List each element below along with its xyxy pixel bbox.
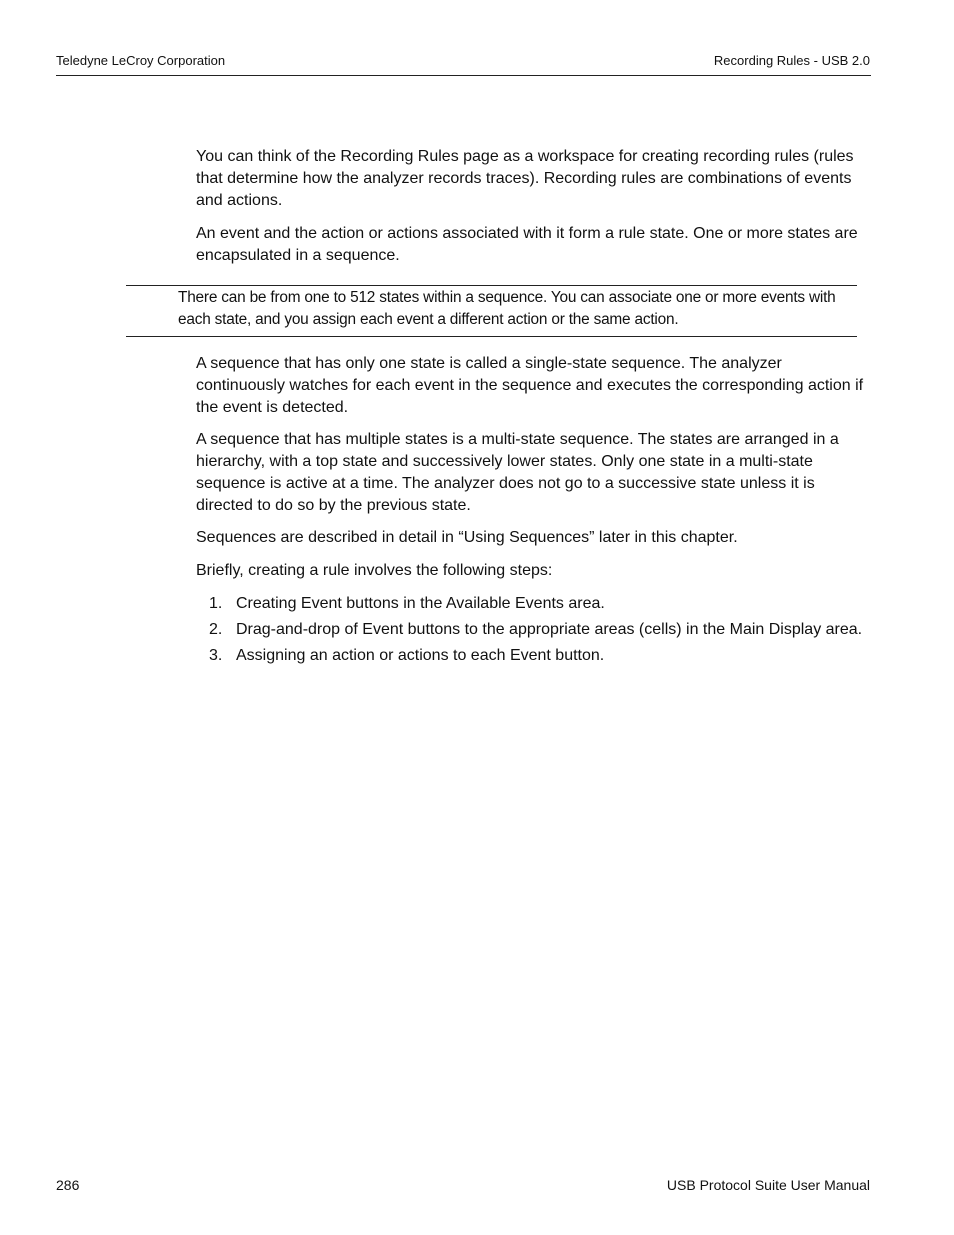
- paragraph-single-state: A sequence that has only one state is called a single-state sequence. The analyzer continuously watches for each event in the sequence and executes the corresponding action if the event is detected.: [196, 355, 864, 416]
- steps-list: [196, 593, 872, 671]
- paragraph-rule-state: An event and the action or actions associated with it form a rule state. One or more states are encapsulated in a sequence.: [196, 225, 858, 264]
- paragraph-sequences-reference: Sequences are described in detail in “Using Sequences” later in this chapter.: [196, 529, 738, 546]
- manual-title: USB Protocol Suite User Manual: [666, 1177, 870, 1193]
- step-number: 1.: [209, 595, 223, 612]
- step-text: Drag-and-drop of Event buttons to the appropriate areas (cells) in the Main Display area.: [236, 621, 863, 638]
- step-number: 3.: [209, 647, 223, 664]
- list-item: [196, 593, 872, 615]
- list-item: [196, 619, 872, 641]
- step-text: Creating Event buttons in the Available Events area.: [236, 595, 605, 612]
- note-text: There can be from one to 512 states within a sequence. You can associate one or more events with each state, and you assign each event a different action or the same action.: [178, 289, 836, 328]
- paragraph-workspace: You can think of the Recording Rules page as a workspace for creating recording rules (rules that determine how the analyzer records traces). Recording rules are combinations of events and actions.: [196, 148, 854, 209]
- note-box: [126, 285, 857, 337]
- paragraph-multi-state: A sequence that has multiple states is a multi-state sequence. The states are arranged in a hierarchy, with a top state and successively lower states. Only one state in a multi-state sequence is active at a time. The analyzer does not go to a successive state unless it is directed to do so by the previous state.: [196, 431, 839, 514]
- page-number: 286: [56, 1177, 80, 1193]
- list-item: [196, 645, 872, 667]
- step-text: Assigning an action or actions to each Event button.: [236, 647, 605, 664]
- header-company: Teledyne LeCroy Corporation: [56, 53, 226, 68]
- page-header: [56, 53, 871, 76]
- step-number: 2.: [209, 621, 223, 638]
- header-section: Recording Rules - USB 2.0: [713, 53, 870, 68]
- paragraph-steps-intro: Briefly, creating a rule involves the following steps:: [196, 562, 553, 579]
